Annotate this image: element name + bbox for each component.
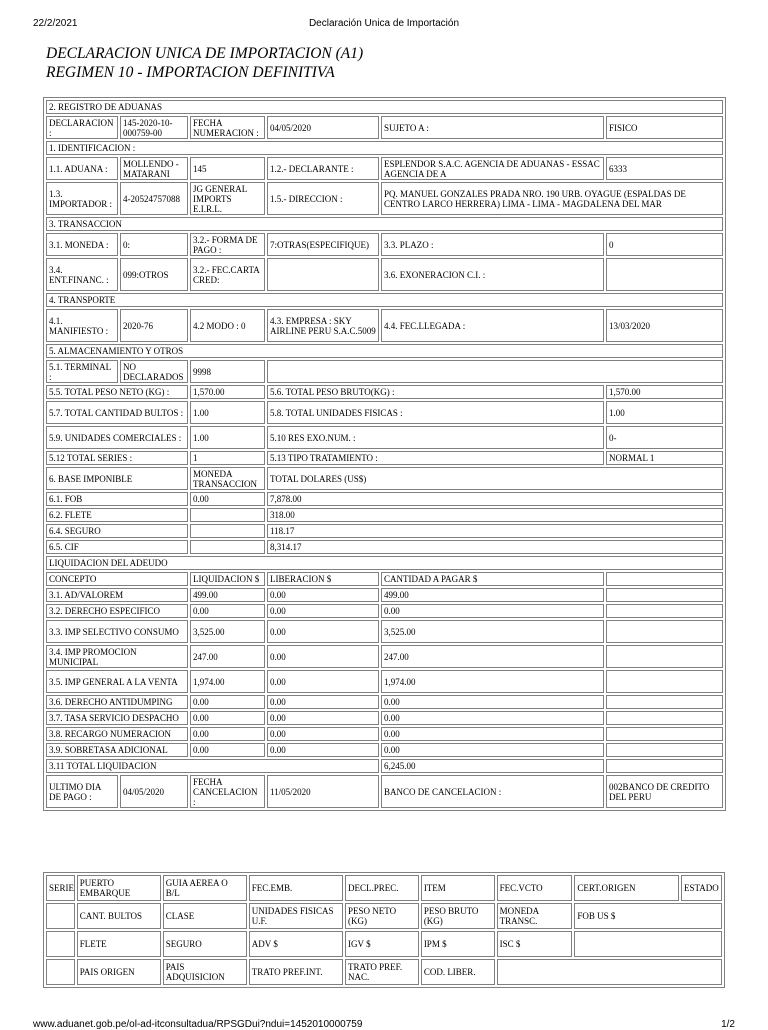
total-dolares-label: TOTAL DOLARES (US$): [267, 467, 723, 490]
liq-row: [46, 588, 723, 602]
tipo-trat-label: 5.13 TIPO TRATAMIENTO :: [267, 451, 604, 465]
liq-liberacion: 0.00: [267, 604, 379, 618]
aduana-label: 1.1. ADUANA :: [46, 157, 118, 180]
declarante-value: ESPLENDOR S.A.C. AGENCIA DE ADUANAS - ESSAC AGENCIA DE A: [381, 157, 604, 180]
liq-empty: [606, 670, 723, 693]
col-flete: FLETE: [77, 931, 161, 957]
fec-llegada-value: 13/03/2020: [606, 309, 723, 342]
liq-row: [46, 711, 723, 725]
liq-liquidacion: 0.00: [190, 695, 265, 709]
col-trato-pref-nac: TRATO PREF. NAC.: [345, 959, 419, 985]
page-url: www.aduanet.gob.pe/ol-ad-itconsultadua/RPSGDui?ndui=1452010000759: [33, 1019, 363, 1030]
aduana-value: MOLLENDO - MATARANI: [120, 157, 188, 180]
base-usd: 8,314.17: [267, 540, 723, 554]
col-serie-empty: [46, 903, 75, 929]
document-title-line2: REGIMEN 10 - IMPORTACION DEFINITIVA: [46, 64, 335, 81]
liq-liberacion: 0.00: [267, 645, 379, 668]
col-cod-liber: COD. LIBER.: [421, 959, 495, 985]
document-title-line1: DECLARACION UNICA DE IMPORTACION (A1): [46, 45, 364, 62]
forma-pago-label: 3.2.- FORMA DE PAGO :: [190, 233, 265, 256]
section-almacenamiento: 5. ALMACENAMIENTO Y OTROS: [46, 344, 723, 358]
tipo-trat-value: NORMAL 1: [606, 451, 723, 465]
liq-liberacion: 0.00: [267, 695, 379, 709]
empresa-label: 4.3. EMPRESA : SKY AIRLINE PERU S.A.C.5009: [267, 309, 379, 342]
liq-pagar: 0.00: [381, 695, 604, 709]
manifiesto-label: 4.1. MANIFIESTO :: [46, 309, 118, 342]
liq-liquidacion: 1,974.00: [190, 670, 265, 693]
liq-concepto: 3.7. TASA SERVICIO DESPACHO: [46, 711, 188, 725]
peso-bruto-label: 5.6. TOTAL PESO BRUTO(KG) :: [267, 385, 604, 399]
col-peso-bruto: PESO BRUTO (KG): [421, 903, 495, 929]
importador-name: JG GENERAL IMPORTS E.I.R.L.: [190, 182, 265, 215]
col-seguro: SEGURO: [163, 931, 247, 957]
liq-liquidacion: 0.00: [190, 727, 265, 741]
moneda-trans-label: MONEDA TRANSACCION: [190, 467, 265, 490]
col-ipm: IPM $: [421, 931, 495, 957]
declarante-code: 6333: [606, 157, 723, 180]
print-title: Declaración Unica de Importación: [308, 18, 460, 29]
col-pais-origen: PAIS ORIGEN: [77, 959, 161, 985]
banco-label: BANCO DE CANCELACION :: [381, 775, 604, 808]
liq-empty: [606, 695, 723, 709]
exoneracion-label: 3.6. EXONERACION C.I. :: [381, 258, 604, 291]
liq-pagar: 0.00: [381, 711, 604, 725]
col-unidades-fisicas: UNIDADES FISICAS U.F.: [249, 903, 343, 929]
terminal-empty: [267, 360, 723, 383]
col-decl-prec: DECL.PREC.: [345, 875, 419, 901]
total-liquidacion-empty: [606, 759, 723, 773]
total-series-label: 5.12 TOTAL SERIES :: [46, 451, 188, 465]
fecha-numeracion-label: FECHA NUMERACION :: [190, 116, 265, 139]
liq-liberacion: 0.00: [267, 711, 379, 725]
liq-concepto: 3.6. DERECHO ANTIDUMPING: [46, 695, 188, 709]
base-mt: [190, 524, 265, 538]
liq-empty: [606, 727, 723, 741]
base-usd: 7,878.00: [267, 492, 723, 506]
fecha-cancelacion-label: FECHA CANCELACION :: [190, 775, 265, 808]
importador-ruc: 4-20524757088: [120, 182, 188, 215]
section-base-imponible: 6. BASE IMPONIBLE: [46, 467, 188, 490]
page-number: 1/2: [721, 1019, 735, 1030]
moneda-label: 3.1. MONEDA :: [46, 233, 118, 256]
liq-concepto: 3.4. IMP PROMOCION MUNICIPAL: [46, 645, 188, 668]
bultos-label: 5.7. TOTAL CANTIDAD BULTOS :: [46, 401, 188, 424]
fecha-cancelacion-value: 11/05/2020: [267, 775, 379, 808]
sujeto-value: FISICO: [606, 116, 723, 139]
plazo-label: 3.3. PLAZO :: [381, 233, 604, 256]
series-table: [43, 872, 725, 988]
fecha-numeracion-value: 04/05/2020: [267, 116, 379, 139]
liq-liquidacion: 0.00: [190, 743, 265, 757]
declaracion-value: 145-2020-10-000759-00: [120, 116, 188, 139]
declaracion-label: DECLARACION :: [46, 116, 118, 139]
liq-liquidacion: 499.00: [190, 588, 265, 602]
col-pais-adquisicion: PAIS ADQUISICION: [163, 959, 247, 985]
terminal-label: 5.1. TERMINAL :: [46, 360, 118, 383]
liq-empty: [606, 711, 723, 725]
fec-llegada-label: 4.4. FEC.LLEGADA :: [381, 309, 604, 342]
base-usd: 318.00: [267, 508, 723, 522]
col-trato-pref-int: TRATO PREF.INT.: [249, 959, 343, 985]
total-series-value: 1: [190, 451, 265, 465]
terminal-value: NO DECLARADOS: [120, 360, 188, 383]
header-empty: [606, 572, 723, 586]
liq-pagar: 499.00: [381, 588, 604, 602]
print-header: [0, 0, 768, 36]
unid-comerciales-label: 5.9. UNIDADES COMERCIALES :: [46, 426, 188, 449]
liq-row: [46, 743, 723, 757]
col-serie: SERIE: [46, 875, 75, 901]
aduana-code: 145: [190, 157, 265, 180]
banco-value: 002BANCO DE CREDITO DEL PERU: [606, 775, 723, 808]
liq-liquidacion: 3,525.00: [190, 620, 265, 643]
header-cantidad-pagar: CANTIDAD A PAGAR $: [381, 572, 604, 586]
col-clase: CLASE: [163, 903, 247, 929]
section-identificacion: 1. IDENTIFICACION :: [46, 141, 723, 155]
exoneracion-value: [606, 258, 723, 291]
base-mt: [190, 540, 265, 554]
ent-financ-label: 3.4. ENT.FINANC. :: [46, 258, 118, 291]
peso-bruto-value: 1,570.00: [606, 385, 723, 399]
col-peso-neto: PESO NETO (KG): [345, 903, 419, 929]
col-empty: [497, 959, 722, 985]
liq-liquidacion: 0.00: [190, 604, 265, 618]
liq-liberacion: 0.00: [267, 620, 379, 643]
unid-comerciales-value: 1.00: [190, 426, 265, 449]
liq-empty: [606, 620, 723, 643]
liq-liberacion: 0.00: [267, 743, 379, 757]
liq-row: [46, 695, 723, 709]
liq-empty: [606, 604, 723, 618]
declarante-label: 1.2.- DECLARANTE :: [267, 157, 379, 180]
base-mt: [190, 508, 265, 522]
liq-liquidacion: 0.00: [190, 711, 265, 725]
modo-label: 4.2 MODO : 0: [190, 309, 265, 342]
header-concepto: CONCEPTO: [46, 572, 188, 586]
forma-pago-value: 7:OTRAS(ESPECIFIQUE): [267, 233, 379, 256]
liq-pagar: 247.00: [381, 645, 604, 668]
bultos-value: 1.00: [190, 401, 265, 424]
liq-row: [46, 670, 723, 693]
base-usd: 118.17: [267, 524, 723, 538]
liq-row: [46, 727, 723, 741]
section-transporte: 4. TRANSPORTE: [46, 293, 723, 307]
base-row: [46, 524, 723, 538]
direccion-value: PQ. MANUEL GONZALES PRADA NRO. 190 URB. OYAGUE (ESPALDAS DE CENTRO LARCO HERRERA) LIMA - LIMA - MAGDALENA DEL MAR: [381, 182, 723, 215]
section-registro: 2. REGISTRO DE ADUANAS: [46, 100, 723, 114]
liq-empty: [606, 588, 723, 602]
importador-label: 1.3. IMPORTADOR :: [46, 182, 118, 215]
col-isc: ISC $: [497, 931, 573, 957]
base-row: [46, 492, 723, 506]
liq-row: [46, 604, 723, 618]
section-liquidacion: LIQUIDACION DEL ADEUDO: [46, 556, 723, 570]
base-row: [46, 508, 723, 522]
liq-pagar: 3,525.00: [381, 620, 604, 643]
section-transaccion: 3. TRANSACCION: [46, 217, 723, 231]
liq-concepto: 3.2. DERECHO ESPECIFICO: [46, 604, 188, 618]
fec-carta-value: [267, 258, 379, 291]
liq-empty: [606, 743, 723, 757]
liq-pagar: 0.00: [381, 727, 604, 741]
unid-fisicas-label: 5.8. TOTAL UNIDADES FISICAS :: [267, 401, 604, 424]
header-liquidacion: LIQUIDACION $: [190, 572, 265, 586]
liq-concepto: 3.9. SOBRETASA ADICIONAL: [46, 743, 188, 757]
col-puerto-embarque: PUERTO EMBARQUE: [77, 875, 161, 901]
total-liquidacion-value: 6,245.00: [381, 759, 604, 773]
liq-pagar: 0.00: [381, 604, 604, 618]
liq-concepto: 3.3. IMP SELECTIVO CONSUMO: [46, 620, 188, 643]
col-serie-empty: [46, 931, 75, 957]
document-title: [46, 44, 363, 82]
base-label: 6.2. FLETE: [46, 508, 188, 522]
declaration-table: [43, 97, 726, 811]
terminal-code: 9998: [190, 360, 265, 383]
header-liberacion: LIBERACION $: [267, 572, 379, 586]
base-label: 6.5. CIF: [46, 540, 188, 554]
liq-empty: [606, 645, 723, 668]
base-label: 6.4. SEGURO: [46, 524, 188, 538]
liq-liberacion: 0.00: [267, 727, 379, 741]
col-moneda-transc: MONEDA TRANSC.: [497, 903, 573, 929]
base-row: [46, 540, 723, 554]
col-fec-vcto: FEC.VCTO: [497, 875, 573, 901]
col-cert-origen: CERT.ORIGEN: [574, 875, 679, 901]
col-empty: [574, 931, 722, 957]
ultimo-dia-label: ULTIMO DIA DE PAGO :: [46, 775, 118, 808]
col-adv: ADV $: [249, 931, 343, 957]
unid-fisicas-value: 1.00: [606, 401, 723, 424]
col-guia-aerea: GUIA AEREA O B/L: [163, 875, 247, 901]
liq-concepto: 3.5. IMP GENERAL A LA VENTA: [46, 670, 188, 693]
ent-financ-value: 099:OTROS: [120, 258, 188, 291]
base-label: 6.1. FOB: [46, 492, 188, 506]
fec-carta-label: 3.2.- FEC.CARTA CRED:: [190, 258, 265, 291]
base-mt: 0.00: [190, 492, 265, 506]
total-liquidacion-label: 3.11 TOTAL LIQUIDACION: [46, 759, 379, 773]
liq-row: [46, 645, 723, 668]
sujeto-label: SUJETO A :: [381, 116, 604, 139]
liq-concepto: 3.8. RECARGO NUMERACION: [46, 727, 188, 741]
print-date: 22/2/2021: [33, 18, 78, 29]
liq-concepto: 3.1. AD/VALOREM: [46, 588, 188, 602]
plazo-value: 0: [606, 233, 723, 256]
liq-row: [46, 620, 723, 643]
peso-neto-value: 1,570.00: [190, 385, 265, 399]
ultimo-dia-value: 04/05/2020: [120, 775, 188, 808]
moneda-value: 0:: [120, 233, 188, 256]
liq-pagar: 0.00: [381, 743, 604, 757]
col-serie-empty: [46, 959, 75, 985]
liq-pagar: 1,974.00: [381, 670, 604, 693]
manifiesto-value: 2020-76: [120, 309, 188, 342]
res-exo-value: 0-: [606, 426, 723, 449]
liq-liquidacion: 247.00: [190, 645, 265, 668]
col-item: ITEM: [421, 875, 495, 901]
col-cant-bultos: CANT. BULTOS: [77, 903, 161, 929]
direccion-label: 1.5.- DIRECCION :: [267, 182, 379, 215]
col-fob-us: FOB US $: [574, 903, 722, 929]
col-igv: IGV $: [345, 931, 419, 957]
col-estado: ESTADO: [681, 875, 722, 901]
col-fec-emb: FEC.EMB.: [249, 875, 343, 901]
peso-neto-label: 5.5. TOTAL PESO NETO (KG) :: [46, 385, 188, 399]
res-exo-label: 5.10 RES EXO.NUM. :: [267, 426, 604, 449]
liq-liberacion: 0.00: [267, 670, 379, 693]
liq-liberacion: 0.00: [267, 588, 379, 602]
